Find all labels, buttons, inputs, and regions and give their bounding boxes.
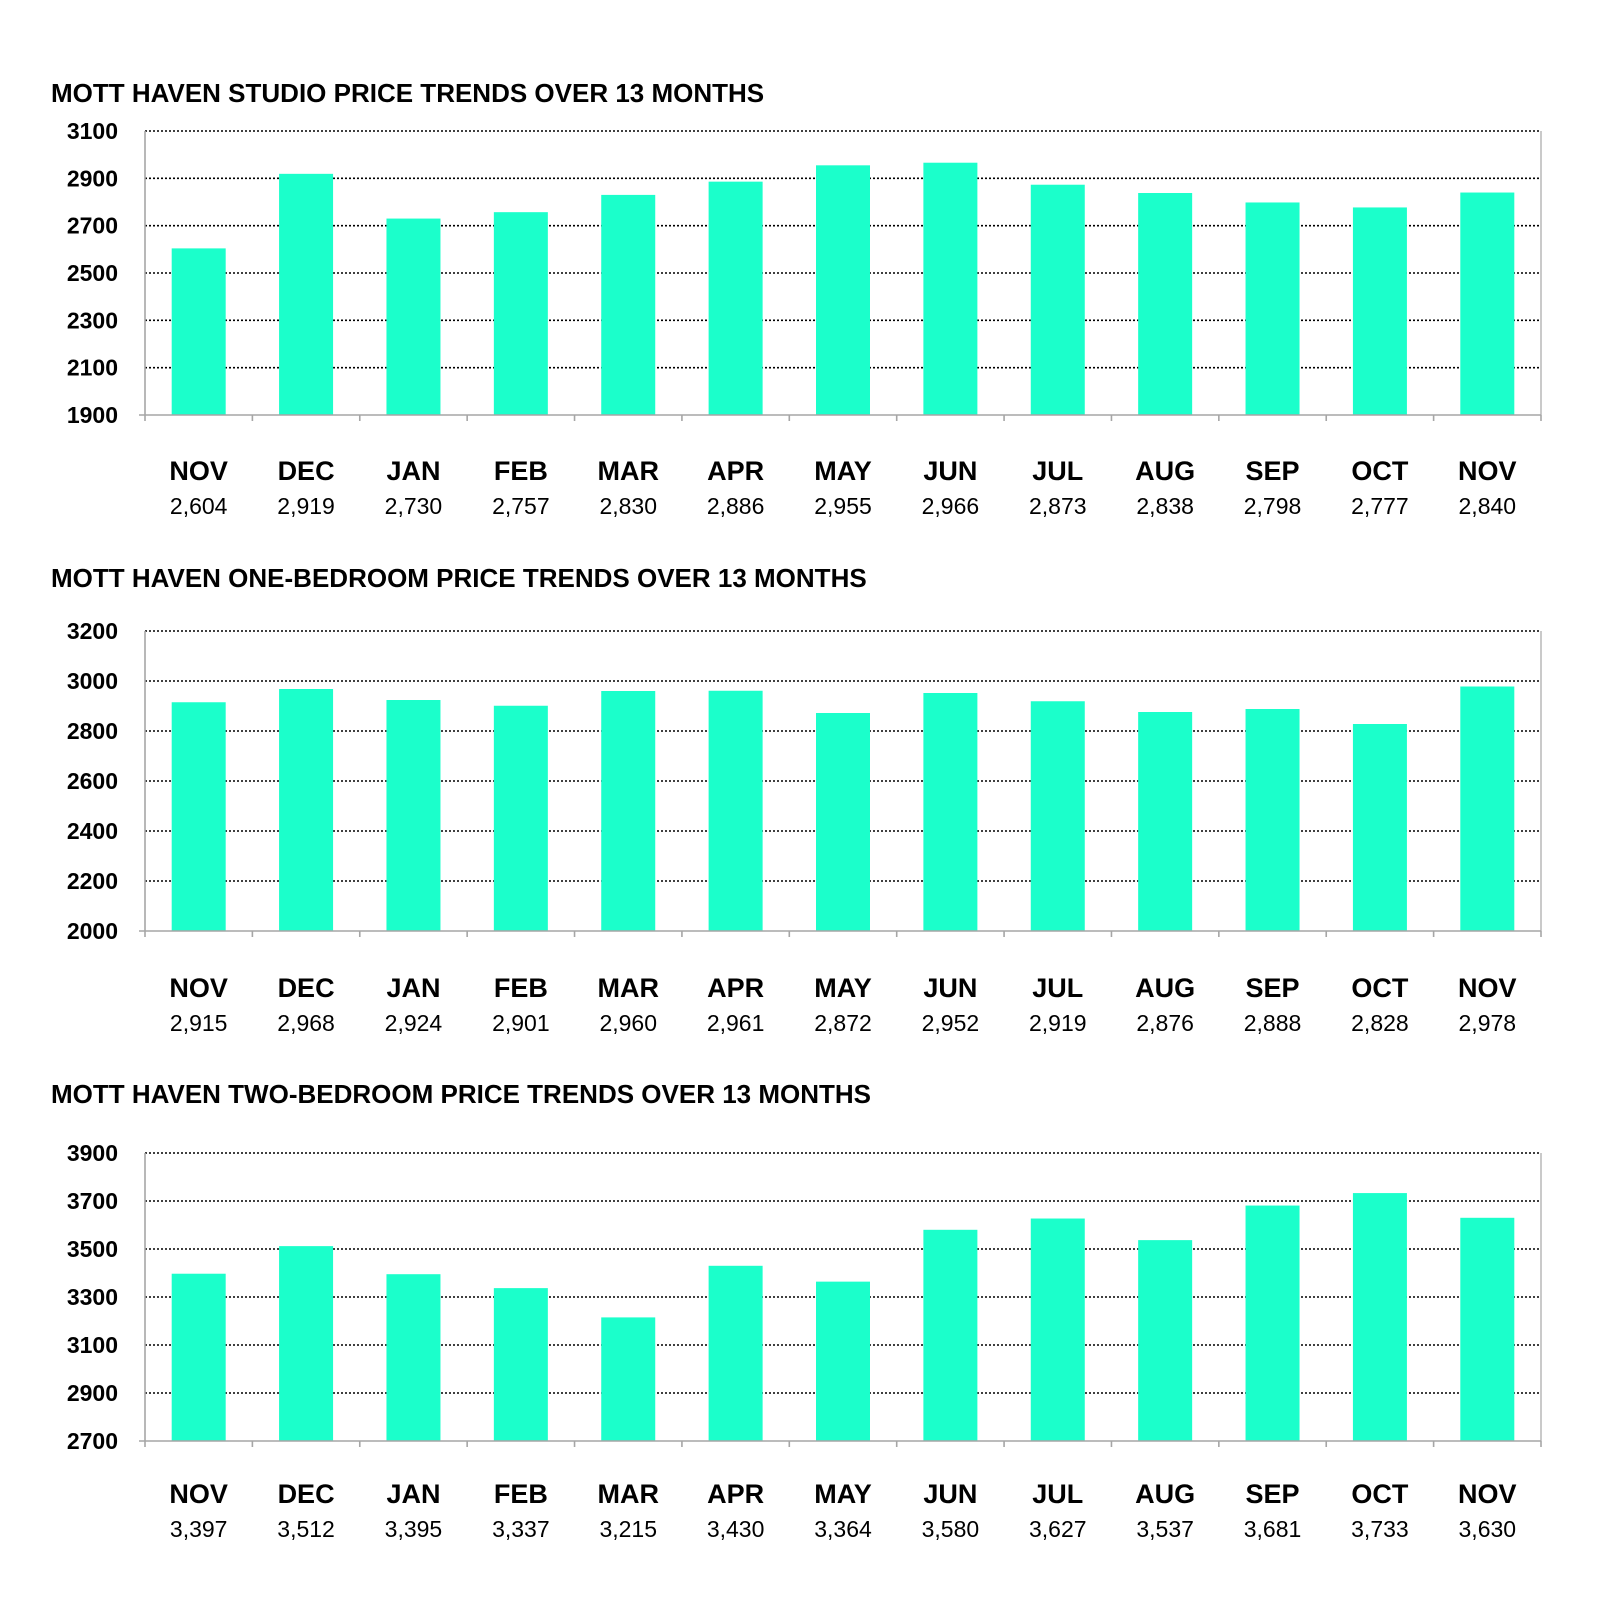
- bar-jul: [1031, 185, 1085, 415]
- x-category-label: AUG: [1135, 973, 1196, 1003]
- data-value-label: 2,886: [706, 493, 765, 519]
- data-value-label: 3,580: [921, 1516, 980, 1542]
- x-category-label: FEB: [493, 1479, 548, 1509]
- x-category-label: OCT: [1351, 973, 1409, 1003]
- x-category-label: JUL: [1032, 456, 1084, 486]
- x-category-label: FEB: [493, 456, 548, 486]
- bar-may: [816, 165, 870, 415]
- x-category-label: MAR: [597, 1479, 659, 1509]
- data-value-label: 2,955: [814, 493, 872, 519]
- y-tick-label: 2700: [66, 212, 118, 239]
- x-category-label: SEP: [1245, 973, 1300, 1003]
- y-tick-label: 3700: [66, 1188, 118, 1214]
- bar-feb: [494, 1288, 548, 1441]
- data-value-label: 3,537: [1136, 1516, 1194, 1542]
- bar-feb: [494, 212, 548, 415]
- y-tick-label: 2200: [66, 868, 118, 894]
- data-value-label: 3,681: [1243, 1516, 1302, 1542]
- bar-mar: [601, 1317, 655, 1441]
- data-value-label: 2,828: [1351, 1010, 1409, 1036]
- data-value-label: 3,733: [1351, 1516, 1409, 1542]
- x-category-label: APR: [707, 456, 765, 486]
- bar-sep: [1246, 202, 1300, 415]
- data-value-label: 3,627: [1028, 1516, 1087, 1542]
- bar-mar: [601, 691, 655, 931]
- x-category-label: MAY: [814, 973, 872, 1003]
- data-value-label: 2,915: [169, 1010, 228, 1036]
- x-category-label: APR: [707, 973, 765, 1003]
- x-category-label: MAR: [597, 973, 659, 1003]
- data-value-label: 2,919: [1028, 1010, 1087, 1036]
- chart-title: MOTT HAVEN STUDIO PRICE TRENDS OVER 13 MONTHS: [51, 78, 765, 108]
- one-bedroom-price-chart: [51, 563, 1541, 1036]
- data-value-label: 3,512: [277, 1516, 335, 1542]
- studio-price-chart: [51, 78, 1541, 519]
- x-category-label: NOV: [169, 456, 228, 486]
- bar-jun: [923, 1230, 977, 1441]
- y-tick-label: 2900: [66, 165, 118, 192]
- data-value-label: 3,337: [492, 1516, 550, 1542]
- y-tick-label: 2600: [66, 768, 118, 794]
- data-value-label: 2,968: [277, 1010, 335, 1036]
- x-category-label: JUL: [1032, 1479, 1084, 1509]
- x-category-label: OCT: [1351, 456, 1409, 486]
- x-category-label: DEC: [277, 973, 335, 1003]
- bar-jul: [1031, 701, 1085, 931]
- bar-aug: [1138, 1240, 1192, 1441]
- data-value-label: 3,395: [384, 1516, 443, 1542]
- y-tick-label: 3200: [66, 618, 118, 644]
- bar-nov: [1460, 687, 1514, 932]
- x-category-label: MAY: [814, 1479, 872, 1509]
- x-category-label: FEB: [493, 973, 548, 1003]
- y-tick-label: 2000: [66, 918, 118, 944]
- y-tick-label: 3100: [66, 1332, 118, 1358]
- x-category-label: MAR: [597, 456, 659, 486]
- data-value-label: 2,888: [1243, 1010, 1302, 1036]
- bar-nov: [172, 248, 226, 415]
- bar-jan: [386, 1274, 440, 1441]
- x-category-label: JAN: [386, 973, 441, 1003]
- y-tick-label: 3300: [66, 1284, 118, 1310]
- x-category-label: NOV: [1458, 456, 1517, 486]
- x-category-label: JUN: [923, 456, 978, 486]
- x-category-label: NOV: [169, 973, 228, 1003]
- data-value-label: 2,604: [169, 493, 228, 519]
- data-value-label: 2,924: [384, 1010, 443, 1036]
- two-bedroom-price-chart: [51, 1079, 1541, 1542]
- bar-nov: [1460, 1218, 1514, 1441]
- bar-nov: [1460, 193, 1514, 415]
- x-category-label: APR: [707, 1479, 765, 1509]
- x-category-label: JAN: [386, 1479, 441, 1509]
- bar-mar: [601, 195, 655, 415]
- x-category-label: NOV: [1458, 973, 1517, 1003]
- bar-oct: [1353, 724, 1407, 931]
- y-tick-label: 2300: [66, 307, 118, 334]
- data-value-label: 2,919: [277, 493, 335, 519]
- y-tick-label: 1900: [66, 402, 118, 428]
- y-tick-label: 2400: [66, 818, 118, 844]
- bar-oct: [1353, 1193, 1407, 1441]
- data-value-label: 3,215: [599, 1516, 658, 1542]
- data-value-label: 2,830: [599, 493, 658, 519]
- data-value-label: 2,966: [921, 493, 980, 519]
- x-category-label: JUN: [923, 1479, 978, 1509]
- data-value-label: 2,730: [384, 493, 443, 519]
- x-category-label: MAY: [814, 456, 872, 486]
- data-value-label: 2,872: [814, 1010, 872, 1036]
- bar-jan: [386, 700, 440, 931]
- data-value-label: 2,757: [492, 493, 550, 519]
- data-value-label: 2,876: [1136, 1010, 1194, 1036]
- bar-sep: [1246, 709, 1300, 931]
- data-value-label: 2,952: [921, 1010, 980, 1036]
- bar-may: [816, 1282, 870, 1441]
- data-value-label: 2,798: [1243, 493, 1302, 519]
- data-value-label: 2,838: [1136, 493, 1194, 519]
- x-category-label: AUG: [1135, 456, 1196, 486]
- data-value-label: 2,961: [706, 1010, 765, 1036]
- y-tick-label: 3500: [66, 1236, 118, 1262]
- bar-apr: [709, 691, 763, 931]
- x-category-label: DEC: [277, 1479, 335, 1509]
- x-category-label: JAN: [386, 456, 441, 486]
- x-category-label: AUG: [1135, 1479, 1196, 1509]
- bar-aug: [1138, 712, 1192, 931]
- bar-nov: [172, 1274, 226, 1441]
- x-category-label: DEC: [277, 456, 335, 486]
- data-value-label: 3,630: [1458, 1516, 1517, 1542]
- data-value-label: 2,960: [599, 1010, 658, 1036]
- bar-may: [816, 713, 870, 931]
- y-tick-label: 3900: [66, 1140, 118, 1166]
- y-tick-label: 3100: [66, 118, 118, 144]
- y-tick-label: 2800: [66, 718, 118, 744]
- data-value-label: 3,430: [706, 1516, 765, 1542]
- bar-apr: [709, 182, 763, 415]
- data-value-label: 2,978: [1458, 1010, 1517, 1036]
- data-value-label: 2,840: [1458, 493, 1517, 519]
- x-category-label: NOV: [1458, 1479, 1517, 1509]
- y-tick-label: 3000: [66, 668, 118, 694]
- bar-jun: [923, 693, 977, 931]
- bar-dec: [279, 1246, 333, 1441]
- x-category-label: NOV: [169, 1479, 228, 1509]
- chart-title: MOTT HAVEN TWO-BEDROOM PRICE TRENDS OVER 13 MONTHS: [51, 1079, 871, 1109]
- bar-jun: [923, 163, 977, 415]
- bar-jul: [1031, 1219, 1085, 1441]
- data-value-label: 3,397: [169, 1516, 228, 1542]
- bar-feb: [494, 706, 548, 931]
- y-tick-label: 2700: [66, 1428, 118, 1454]
- x-category-label: SEP: [1245, 456, 1300, 486]
- x-category-label: JUN: [923, 973, 978, 1003]
- bar-dec: [279, 174, 333, 415]
- x-category-label: OCT: [1351, 1479, 1409, 1509]
- y-tick-label: 2100: [66, 354, 118, 381]
- y-tick-label: 2500: [66, 260, 118, 286]
- bar-nov: [172, 702, 226, 931]
- bar-dec: [279, 689, 333, 931]
- x-category-label: JUL: [1032, 973, 1084, 1003]
- data-value-label: 2,777: [1351, 493, 1409, 519]
- chart-title: MOTT HAVEN ONE-BEDROOM PRICE TRENDS OVER 13 MONTHS: [51, 563, 867, 593]
- bar-aug: [1138, 193, 1192, 415]
- data-value-label: 3,364: [814, 1516, 872, 1542]
- bar-jan: [386, 219, 440, 415]
- bar-apr: [709, 1266, 763, 1441]
- bar-sep: [1246, 1206, 1300, 1441]
- data-value-label: 2,901: [492, 1010, 550, 1036]
- y-tick-label: 2900: [66, 1380, 118, 1406]
- x-category-label: SEP: [1245, 1479, 1300, 1509]
- data-value-label: 2,873: [1028, 493, 1087, 519]
- bar-oct: [1353, 207, 1407, 415]
